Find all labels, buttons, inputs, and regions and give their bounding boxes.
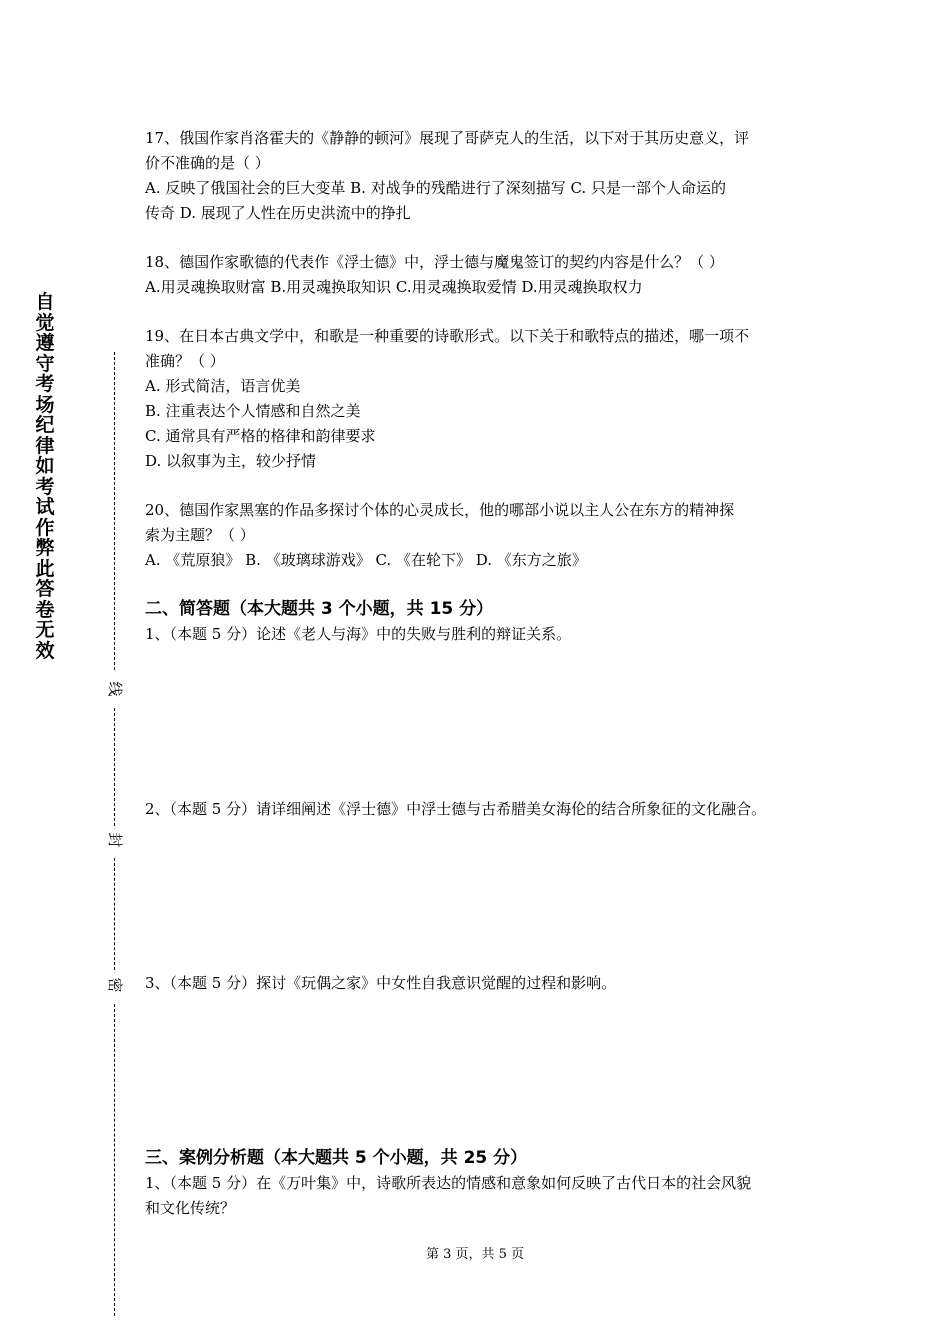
question-line: 18、德国作家歌德的代表作《浮士德》中，浮士德与魔鬼签订的契约内容是什么？（ ）: [145, 253, 724, 271]
binding-dashed-line-mid: [114, 708, 115, 826]
question-20: [145, 498, 825, 573]
option-c: C. 通常具有严格的格律和韵律要求: [145, 427, 376, 445]
binding-dashed-line-lower: [114, 858, 115, 970]
question-17: [145, 126, 825, 226]
binding-char-secret: 密: [106, 974, 124, 996]
question-line: 20、德国作家黑塞的作品多探讨个体的心灵成长，他的哪部小说以主人公在东方的精神探: [145, 501, 735, 519]
binding-char-seal: 封: [106, 829, 124, 851]
options-line: A. 反映了俄国社会的巨大变革 B. 对战争的残酷进行了深刻描写 C. 只是一部个人命运的: [145, 179, 726, 197]
binding-dashed-line-top: [114, 352, 115, 670]
short-answer-2: 2、（本题 5 分）请详细阐述《浮士德》中浮士德与古希腊美女海伦的结合所象征的文化融合。: [145, 800, 767, 818]
question-line: 价不准确的是（ ）: [145, 154, 270, 172]
option-d: D. 以叙事为主，较少抒情: [145, 452, 317, 470]
section-2-title: 二、简答题（本大题共 3 个小题，共 15 分）: [145, 599, 494, 619]
section-3-title: 三、案例分析题（本大题共 5 个小题，共 25 分）: [145, 1148, 528, 1168]
binding-dashed-line-bottom: [114, 1004, 115, 1316]
option-a: A. 形式简洁，语言优美: [145, 377, 301, 395]
question-line: 准确？（ ）: [145, 352, 225, 370]
question-line: 19、在日本古典文学中，和歌是一种重要的诗歌形式。以下关于和歌特点的描述，哪一项不: [145, 327, 750, 345]
question-line: 1、（本题 5 分）在《万叶集》中，诗歌所表达的情感和意象如何反映了古代日本的社会风貌: [145, 1174, 752, 1192]
case-analysis-1: [145, 1171, 825, 1221]
option-b: B. 注重表达个人情感和自然之美: [145, 402, 361, 420]
question-line: 索为主题？（ ）: [145, 526, 255, 544]
question-line: 17、俄国作家肖洛霍夫的《静静的顿河》展现了哥萨克人的生活，以下对于其历史意义，评: [145, 129, 750, 147]
page-number: 第 3 页，共 5 页: [425, 1247, 525, 1262]
question-19: [145, 324, 825, 474]
options-line: 传奇 D. 展现了人性在历史洪流中的挣扎: [145, 204, 411, 222]
options-line: A. 《荒原狼》 B. 《玻璃球游戏》 C. 《在轮下》 D. 《东方之旅》: [145, 551, 587, 569]
question-line: 和文化传统？: [145, 1199, 236, 1217]
short-answer-3: 3、（本题 5 分）探讨《玩偶之家》中女性自我意识觉醒的过程和影响。: [145, 974, 617, 992]
exam-discipline-warning: 自觉遵守考场纪律如考试作弊此答卷无效: [35, 291, 55, 662]
short-answer-1: 1、（本题 5 分）论述《老人与海》中的失败与胜利的辩证关系。: [145, 625, 572, 643]
binding-char-line: 线: [106, 678, 124, 700]
options-line: A.用灵魂换取财富 B.用灵魂换取知识 C.用灵魂换取爱情 D.用灵魂换取权力: [145, 278, 643, 296]
question-18: [145, 250, 825, 300]
